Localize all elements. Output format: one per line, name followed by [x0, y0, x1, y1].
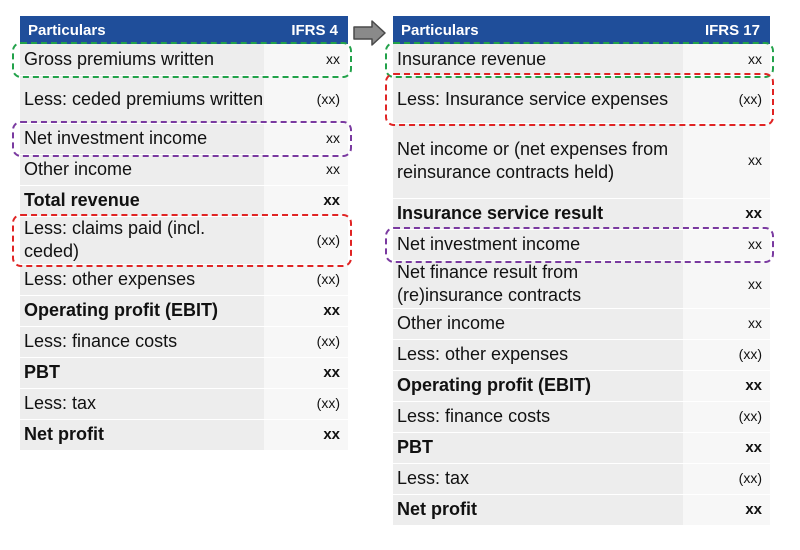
row-value: (xx) — [683, 401, 770, 432]
table-row — [20, 326, 348, 357]
row-value: xx — [264, 357, 348, 388]
particulars-header: Particulars — [20, 16, 264, 44]
table-row — [20, 216, 348, 264]
row-label: Net profit — [393, 494, 683, 525]
row-label: Less: other expenses — [20, 264, 264, 295]
row-label: Net investment income — [20, 123, 264, 154]
table-row — [393, 432, 770, 463]
row-label: Net profit — [20, 419, 264, 450]
row-value: xx — [683, 308, 770, 339]
table-row — [393, 308, 770, 339]
table-row — [20, 264, 348, 295]
row-label: Insurance service result — [393, 198, 683, 229]
row-value: xx — [264, 185, 348, 216]
table-row — [393, 229, 770, 260]
table-row — [393, 75, 770, 123]
row-label: Insurance revenue — [393, 44, 683, 75]
table-row — [20, 357, 348, 388]
row-value: xx — [264, 154, 348, 185]
row-value: (xx) — [683, 75, 770, 123]
table-row — [393, 339, 770, 370]
table-header — [20, 16, 348, 44]
row-value: (xx) — [683, 463, 770, 494]
row-label: Net investment income — [393, 229, 683, 260]
table-row — [20, 388, 348, 419]
row-value: xx — [683, 432, 770, 463]
table-row — [20, 185, 348, 216]
row-value: (xx) — [264, 75, 348, 123]
table-row — [20, 44, 348, 75]
row-label: Less: finance costs — [20, 326, 264, 357]
table-row — [393, 370, 770, 401]
table-row — [393, 494, 770, 525]
row-label: Net income or (net expenses from reinsurance contracts held) — [393, 123, 683, 198]
row-value: (xx) — [264, 326, 348, 357]
right-arrow-icon — [352, 18, 388, 48]
table-row — [393, 198, 770, 229]
row-label: Less: tax — [393, 463, 683, 494]
row-label: Less: ceded premiums written — [20, 75, 264, 123]
table-header — [393, 16, 770, 44]
row-value: xx — [683, 198, 770, 229]
row-label: Less: tax — [20, 388, 264, 419]
row-value: (xx) — [264, 264, 348, 295]
row-value: xx — [683, 370, 770, 401]
row-value: xx — [683, 44, 770, 75]
table-row — [20, 154, 348, 185]
row-value: xx — [683, 229, 770, 260]
table-row — [393, 123, 770, 198]
ifrs4-header: IFRS 4 — [264, 16, 348, 44]
row-value: xx — [264, 295, 348, 326]
row-value: xx — [264, 44, 348, 75]
table-row — [20, 295, 348, 326]
row-label: Less: Insurance service expenses — [393, 75, 683, 123]
table-row — [393, 463, 770, 494]
table-row — [20, 123, 348, 154]
row-value: (xx) — [264, 216, 348, 264]
row-value: xx — [683, 260, 770, 308]
row-label: Operating profit (EBIT) — [20, 295, 264, 326]
table-row — [393, 44, 770, 75]
row-value: xx — [683, 123, 770, 198]
row-label: Other income — [393, 308, 683, 339]
row-label: Total revenue — [20, 185, 264, 216]
row-label: Less: finance costs — [393, 401, 683, 432]
table-row — [393, 401, 770, 432]
row-label: Less: other expenses — [393, 339, 683, 370]
row-value: xx — [683, 494, 770, 525]
row-label: PBT — [393, 432, 683, 463]
row-value: (xx) — [264, 388, 348, 419]
ifrs17-table — [393, 16, 770, 526]
row-value: xx — [264, 419, 348, 450]
row-label: Operating profit (EBIT) — [393, 370, 683, 401]
row-label: Other income — [20, 154, 264, 185]
particulars-header: Particulars — [393, 16, 683, 44]
row-value: xx — [264, 123, 348, 154]
row-label: Gross premiums written — [20, 44, 264, 75]
ifrs4-table — [20, 16, 348, 451]
row-value: (xx) — [683, 339, 770, 370]
row-label: PBT — [20, 357, 264, 388]
table-row — [393, 260, 770, 308]
table-row — [20, 419, 348, 450]
table-row — [20, 75, 348, 123]
ifrs17-header: IFRS 17 — [683, 16, 770, 44]
row-label: Net finance result from (re)insurance contracts — [393, 260, 683, 308]
row-label: Less: claims paid (incl. ceded) — [20, 216, 264, 264]
